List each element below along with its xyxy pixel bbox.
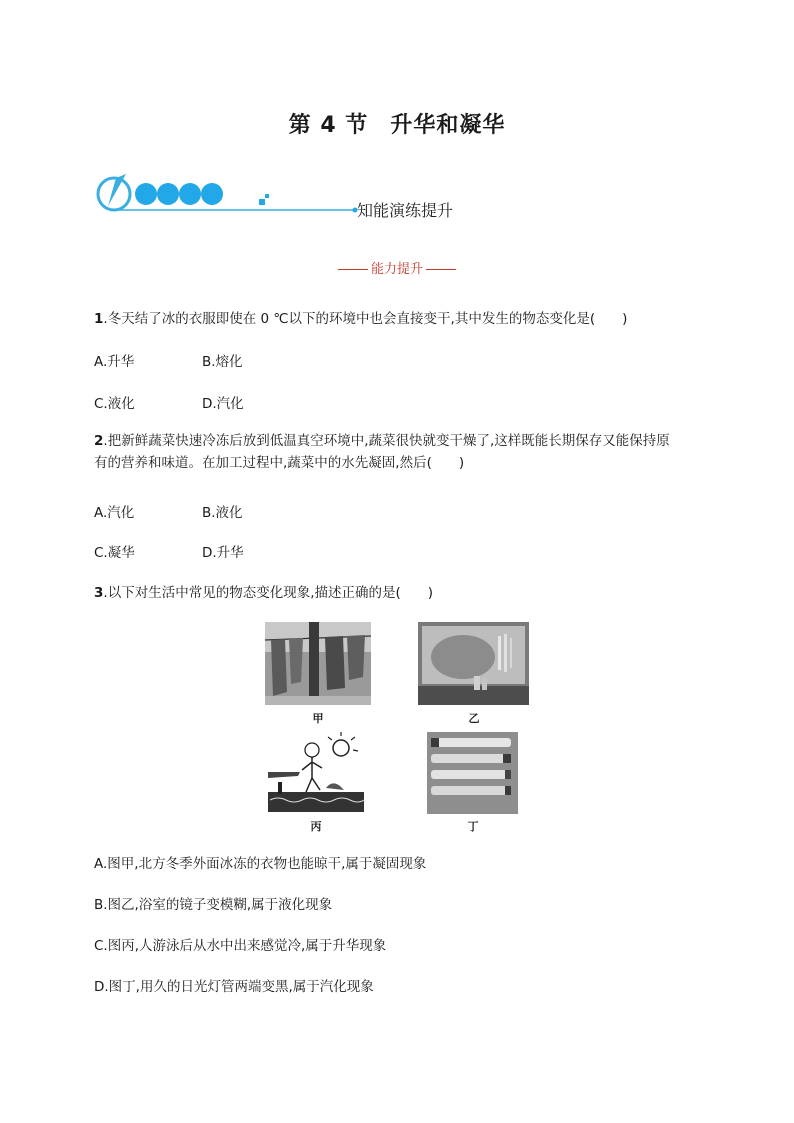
question-1: 1.冬天结了冰的衣服即使在 0 ℃以下的环境中也会直接变干,其中发生的物态变化是( ) <box>94 311 628 327</box>
q3-option-c: C.图丙,人游泳后从水中出来感觉冷,属于升华现象 <box>94 938 387 954</box>
section-number: 第 4 节 <box>288 113 369 138</box>
q1-option-c: C.液化 <box>94 396 135 412</box>
q1-option-d: D.汽化 <box>202 396 244 412</box>
figure-ding-fluorescent-tubes <box>427 732 518 814</box>
figure-yi-foggy-mirror <box>418 622 529 705</box>
q1-option-a: A.升华 <box>94 354 135 370</box>
banner-dot <box>135 183 157 205</box>
banner-square <box>265 194 269 198</box>
banner-dot <box>157 183 179 205</box>
figure-label-jia: 甲 <box>312 712 324 725</box>
banner-dot <box>179 183 201 205</box>
section-heading: 能力提升 <box>0 258 794 277</box>
figure-label-bing: 丙 <box>310 820 322 833</box>
banner-label: 知能演练提升 <box>357 201 454 220</box>
section-topic: 升华和凝华 <box>390 113 506 138</box>
figure-label-ding: 丁 <box>467 820 479 833</box>
figure-bing-swimmer <box>268 732 364 812</box>
q1-option-b: B.熔化 <box>202 354 243 370</box>
q2-option-d: D.升华 <box>202 545 244 561</box>
q3-option-b: B.图乙,浴室的镜子变模糊,属于液化现象 <box>94 897 333 913</box>
q2-option-c: C.凝华 <box>94 545 135 561</box>
q2-option-b: B.液化 <box>202 505 243 521</box>
q3-option-d: D.图丁,用久的日光灯管两端变黑,属于汽化现象 <box>94 979 374 995</box>
question-2: 2.把新鲜蔬菜快速冷冻后放到低温真空环境中,蔬菜很快就变干燥了,这样既能长期保存又能保持原 有的营养和味道。在加工过程中,蔬菜中的水先凝固,然后( ) <box>94 433 670 471</box>
q2-option-a: A.汽化 <box>94 505 135 521</box>
figure-label-yi: 乙 <box>468 712 480 725</box>
figure-jia-frozen-clothes <box>265 622 371 705</box>
question-3: 3.以下对生活中常见的物态变化现象,描述正确的是( ) <box>94 585 434 601</box>
q3-option-a: A.图甲,北方冬季外面冰冻的衣物也能晾干,属于凝固现象 <box>94 856 427 872</box>
page-title <box>0 108 794 139</box>
banner-dot <box>201 183 223 205</box>
banner-square <box>259 199 265 205</box>
